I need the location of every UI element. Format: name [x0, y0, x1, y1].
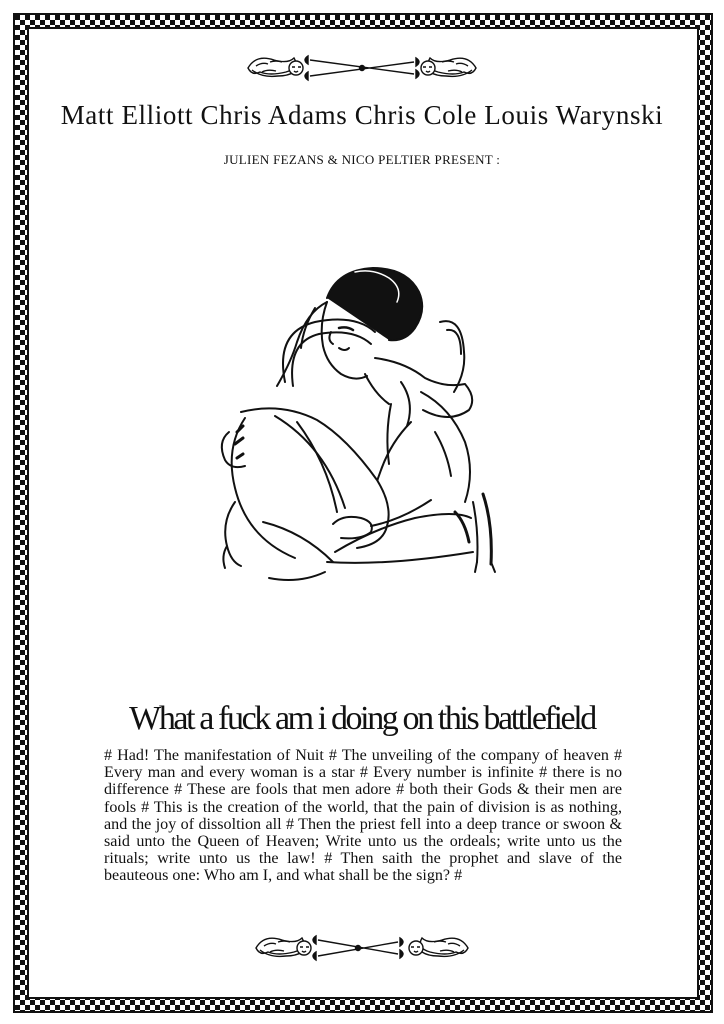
bottom-ornament: [0, 928, 724, 968]
winged-head-right-icon: [409, 938, 468, 956]
woman-in-armchair-illustration: [215, 262, 510, 592]
body-text: # Had! The manifestation of Nuit # The unveiling of the company of heaven # Every man and every woman is a star # Every number is infinite # there is no difference # These are fools that men adore # both their Gods & their men are fools # This is the creation of the world, that the pain of division is as nothing, and the joy of dissoltion all # Then the priest fell into a deep trance or swoon & said unto the Queen of Heaven; Write unto us the ordeals; write unto us the rituals; write unto us the law! # Then saith the prophet and slave of the beauteous one: Who am I, and what shall be the sign? #: [104, 747, 622, 885]
top-ornament: [0, 48, 724, 88]
crossed-trumpets-icon: [305, 56, 419, 80]
winged-head-left-icon: [248, 58, 303, 76]
winged-head-left-icon: [256, 938, 311, 956]
winged-head-right-icon: [421, 58, 476, 76]
headline: What a fuck am i doing on this battlefield: [129, 700, 595, 737]
artist-names: Matt Elliott Chris Adams Chris Cole Louis Warynski: [60, 100, 664, 130]
presenters-line: JULIEN FEZANS & NICO PELTIER PRESENT :: [223, 152, 501, 167]
crossed-trumpets-icon: [313, 936, 403, 960]
